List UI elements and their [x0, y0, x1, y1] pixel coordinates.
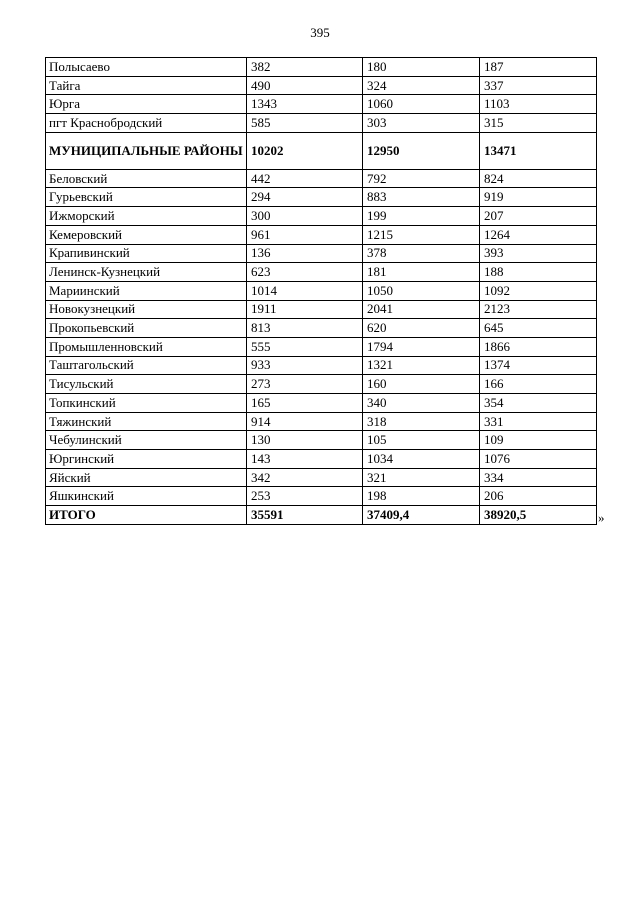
- row-name-cell: Таштагольский: [46, 356, 247, 375]
- row-name-cell: Яшкинский: [46, 487, 247, 506]
- row-value-2-cell: 1060: [363, 95, 480, 114]
- row-value-3-cell: 38920,5: [480, 506, 597, 525]
- row-value-2-cell: 160: [363, 375, 480, 394]
- row-value-2-cell: 12950: [363, 132, 480, 169]
- row-value-3-cell: 315: [480, 114, 597, 133]
- row-name-cell: ИТОГО: [46, 506, 247, 525]
- row-value-2-cell: 2041: [363, 300, 480, 319]
- row-value-1-cell: 253: [247, 487, 363, 506]
- row-name-cell: Крапивинский: [46, 244, 247, 263]
- table-row: [46, 188, 597, 207]
- row-name-cell: Тисульский: [46, 375, 247, 394]
- data-table: [45, 57, 597, 525]
- row-value-3-cell: 334: [480, 468, 597, 487]
- row-value-1-cell: 933: [247, 356, 363, 375]
- row-value-2-cell: 303: [363, 114, 480, 133]
- table-row: [46, 375, 597, 394]
- table-row: [46, 300, 597, 319]
- row-value-3-cell: 1092: [480, 281, 597, 300]
- row-name-cell: Новокузнецкий: [46, 300, 247, 319]
- row-value-3-cell: 166: [480, 375, 597, 394]
- table-row: [46, 58, 597, 77]
- row-value-3-cell: 187: [480, 58, 597, 77]
- table-row: [46, 506, 597, 525]
- table-row: [46, 337, 597, 356]
- row-name-cell: Беловский: [46, 169, 247, 188]
- table-row: [46, 450, 597, 469]
- row-value-3-cell: 1374: [480, 356, 597, 375]
- row-value-3-cell: 1076: [480, 450, 597, 469]
- row-name-cell: Ленинск-Кузнецкий: [46, 263, 247, 282]
- row-value-2-cell: 378: [363, 244, 480, 263]
- row-value-3-cell: 645: [480, 319, 597, 338]
- row-value-3-cell: 331: [480, 412, 597, 431]
- table-row: [46, 263, 597, 282]
- table-row: [46, 394, 597, 413]
- row-value-1-cell: 165: [247, 394, 363, 413]
- row-value-2-cell: 1794: [363, 337, 480, 356]
- row-value-3-cell: 206: [480, 487, 597, 506]
- row-value-3-cell: 1103: [480, 95, 597, 114]
- table-row: [46, 412, 597, 431]
- row-value-3-cell: 13471: [480, 132, 597, 169]
- row-value-2-cell: 199: [363, 207, 480, 226]
- table-row: [46, 169, 597, 188]
- row-name-cell: Кемеровский: [46, 225, 247, 244]
- row-value-1-cell: 294: [247, 188, 363, 207]
- row-value-3-cell: 354: [480, 394, 597, 413]
- table-row: [46, 132, 597, 169]
- table-row: [46, 281, 597, 300]
- row-name-cell: пгт Краснобродский: [46, 114, 247, 133]
- row-value-1-cell: 130: [247, 431, 363, 450]
- table-body: [46, 58, 597, 525]
- row-name-cell: Чебулинский: [46, 431, 247, 450]
- page-number: 395: [310, 25, 330, 40]
- row-value-1-cell: 342: [247, 468, 363, 487]
- table-row: [46, 468, 597, 487]
- row-name-cell: МУНИЦИПАЛЬНЫЕ РАЙОНЫ: [46, 132, 247, 169]
- row-value-1-cell: 555: [247, 337, 363, 356]
- row-value-3-cell: 109: [480, 431, 597, 450]
- table-row: [46, 114, 597, 133]
- table-row: [46, 95, 597, 114]
- row-value-2-cell: 324: [363, 76, 480, 95]
- row-value-2-cell: 1321: [363, 356, 480, 375]
- row-value-1-cell: 300: [247, 207, 363, 226]
- row-value-1-cell: 10202: [247, 132, 363, 169]
- row-value-3-cell: 2123: [480, 300, 597, 319]
- row-value-2-cell: 1215: [363, 225, 480, 244]
- table-row: [46, 356, 597, 375]
- row-value-2-cell: 1050: [363, 281, 480, 300]
- row-value-1-cell: 813: [247, 319, 363, 338]
- row-value-2-cell: 105: [363, 431, 480, 450]
- table-row: [46, 207, 597, 226]
- table-row: [46, 487, 597, 506]
- table-row: [46, 319, 597, 338]
- table-row: [46, 431, 597, 450]
- table-row: [46, 225, 597, 244]
- row-value-1-cell: 382: [247, 58, 363, 77]
- table-row: [46, 244, 597, 263]
- row-value-1-cell: 1014: [247, 281, 363, 300]
- row-value-3-cell: 188: [480, 263, 597, 282]
- row-name-cell: Ижморский: [46, 207, 247, 226]
- row-value-3-cell: 393: [480, 244, 597, 263]
- row-value-3-cell: 1866: [480, 337, 597, 356]
- row-value-3-cell: 919: [480, 188, 597, 207]
- row-name-cell: Гурьевский: [46, 188, 247, 207]
- row-value-3-cell: 824: [480, 169, 597, 188]
- row-value-1-cell: 961: [247, 225, 363, 244]
- row-name-cell: Топкинский: [46, 394, 247, 413]
- row-value-2-cell: 198: [363, 487, 480, 506]
- row-value-1-cell: 143: [247, 450, 363, 469]
- row-name-cell: Промышленновский: [46, 337, 247, 356]
- row-value-2-cell: 180: [363, 58, 480, 77]
- row-value-1-cell: 35591: [247, 506, 363, 525]
- row-value-2-cell: 883: [363, 188, 480, 207]
- row-value-2-cell: 321: [363, 468, 480, 487]
- row-name-cell: Тайга: [46, 76, 247, 95]
- row-name-cell: Полысаево: [46, 58, 247, 77]
- row-name-cell: Яйский: [46, 468, 247, 487]
- row-value-2-cell: 181: [363, 263, 480, 282]
- row-value-2-cell: 1034: [363, 450, 480, 469]
- row-value-1-cell: 1343: [247, 95, 363, 114]
- row-value-2-cell: 318: [363, 412, 480, 431]
- row-value-2-cell: 37409,4: [363, 506, 480, 525]
- row-name-cell: Тяжинский: [46, 412, 247, 431]
- row-value-1-cell: 623: [247, 263, 363, 282]
- table-row: [46, 76, 597, 95]
- row-value-3-cell: 1264: [480, 225, 597, 244]
- row-value-1-cell: 1911: [247, 300, 363, 319]
- row-value-1-cell: 136: [247, 244, 363, 263]
- row-value-2-cell: 340: [363, 394, 480, 413]
- row-value-1-cell: 273: [247, 375, 363, 394]
- row-name-cell: Юрга: [46, 95, 247, 114]
- row-value-1-cell: 914: [247, 412, 363, 431]
- row-name-cell: Прокопьевский: [46, 319, 247, 338]
- row-value-1-cell: 442: [247, 169, 363, 188]
- row-value-1-cell: 585: [247, 114, 363, 133]
- row-value-1-cell: 490: [247, 76, 363, 95]
- row-name-cell: Мариинский: [46, 281, 247, 300]
- row-value-2-cell: 792: [363, 169, 480, 188]
- row-value-3-cell: 337: [480, 76, 597, 95]
- row-value-2-cell: 620: [363, 319, 480, 338]
- row-name-cell: Юргинский: [46, 450, 247, 469]
- closing-quote: »: [598, 510, 605, 525]
- row-value-3-cell: 207: [480, 207, 597, 226]
